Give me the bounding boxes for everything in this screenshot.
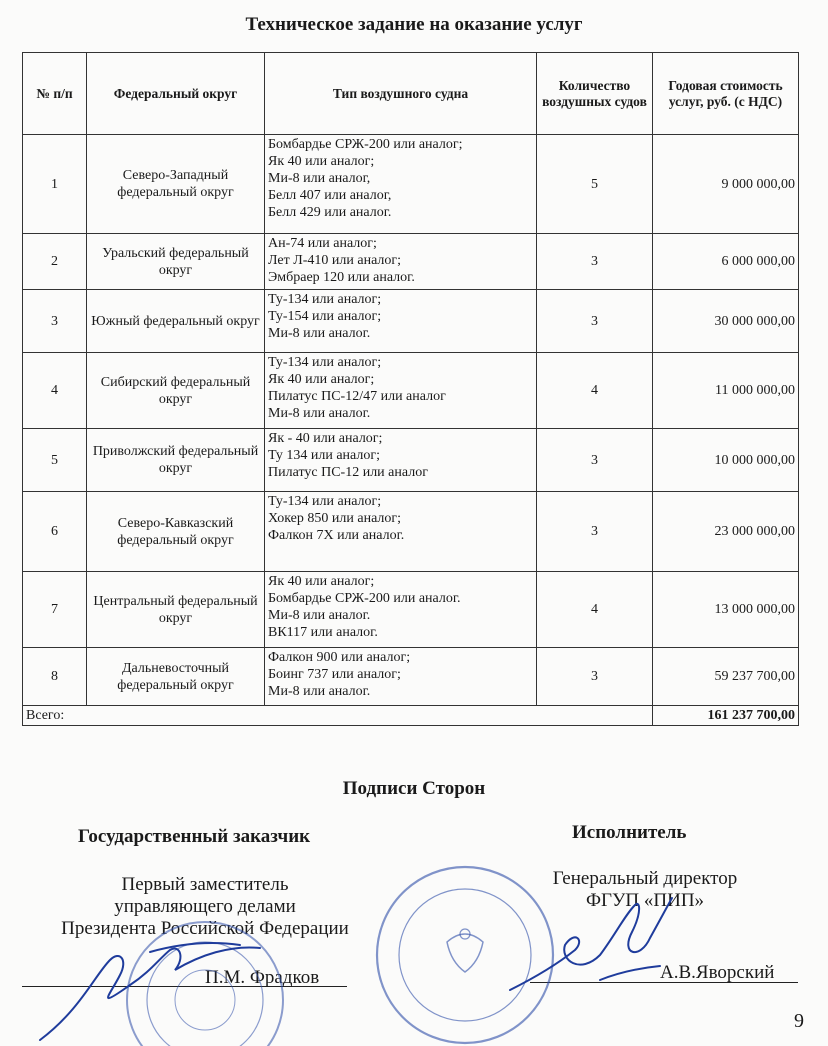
row-annual-cost: 59 237 700,00 bbox=[653, 648, 799, 706]
aircraft-type-line: Як - 40 или аналог; bbox=[268, 431, 383, 446]
table-row bbox=[23, 234, 799, 290]
row-number: 2 bbox=[23, 234, 87, 290]
table-body bbox=[23, 135, 799, 706]
table-row bbox=[23, 290, 799, 353]
row-district: Северо-Кавказский федеральный округ bbox=[87, 492, 265, 572]
customer-position-line: Первый заместитель bbox=[121, 874, 289, 895]
row-number: 8 bbox=[23, 648, 87, 706]
aircraft-type-line: ВК117 или аналог. bbox=[268, 625, 378, 640]
row-number: 5 bbox=[23, 429, 87, 492]
services-table bbox=[22, 52, 799, 726]
row-annual-cost: 30 000 000,00 bbox=[653, 290, 799, 353]
row-district: Уральский федеральный округ bbox=[87, 234, 265, 290]
row-annual-cost: 11 000 000,00 bbox=[653, 353, 799, 429]
page-number: 9 bbox=[794, 1010, 804, 1032]
aircraft-type-line: Ми-8 или аналог. bbox=[268, 406, 371, 421]
aircraft-type-line: Як 40 или аналог; bbox=[268, 372, 375, 387]
aircraft-type-line: Бомбардье СРЖ-200 или аналог. bbox=[268, 591, 461, 606]
table-row bbox=[23, 135, 799, 234]
aircraft-type-line: Ми-8 или аналог. bbox=[268, 608, 371, 623]
aircraft-type-line: Ми-8 или аналог, bbox=[268, 171, 371, 186]
row-aircraft-types bbox=[265, 429, 537, 492]
customer-signature bbox=[40, 943, 260, 1040]
row-aircraft-types bbox=[265, 290, 537, 353]
row-aircraft-types bbox=[265, 572, 537, 648]
aircraft-type-line: Ту-154 или аналог; bbox=[268, 309, 382, 324]
row-annual-cost: 23 000 000,00 bbox=[653, 492, 799, 572]
aircraft-type-line: Белл 429 или аналог. bbox=[268, 205, 392, 220]
document-title: Техническое задание на оказание услуг bbox=[245, 14, 583, 35]
contractor-role: Исполнитель bbox=[572, 822, 687, 843]
row-district: Сибирский федеральный округ bbox=[87, 353, 265, 429]
customer-name: П.М. Фрадков bbox=[205, 967, 320, 988]
header-count: Количество воздушных судов bbox=[537, 53, 653, 135]
table-row bbox=[23, 572, 799, 648]
aircraft-type-line: Ми-8 или аналог. bbox=[268, 684, 371, 699]
row-aircraft-count: 3 bbox=[537, 290, 653, 353]
row-annual-cost: 10 000 000,00 bbox=[653, 429, 799, 492]
aircraft-type-line: Пилатус ПС-12 или аналог bbox=[268, 465, 428, 480]
row-aircraft-count: 3 bbox=[537, 234, 653, 290]
row-aircraft-count: 3 bbox=[537, 492, 653, 572]
aircraft-type-line: Ту 134 или аналог; bbox=[268, 448, 380, 463]
row-number: 4 bbox=[23, 353, 87, 429]
contractor-position-line: ФГУП «ПИП» bbox=[585, 890, 705, 911]
customer-position-line: управляющего делами bbox=[114, 896, 296, 917]
row-district: Южный федеральный округ bbox=[87, 290, 265, 353]
aircraft-type-line: Пилатус ПС-12/47 или аналог bbox=[268, 389, 446, 404]
row-aircraft-count: 4 bbox=[537, 353, 653, 429]
aircraft-type-line: Бомбардье СРЖ-200 или аналог; bbox=[268, 137, 463, 152]
row-aircraft-count: 3 bbox=[537, 648, 653, 706]
row-number: 1 bbox=[23, 135, 87, 234]
total-row bbox=[23, 706, 799, 726]
row-number: 6 bbox=[23, 492, 87, 572]
aircraft-type-line: Боинг 737 или аналог; bbox=[268, 667, 401, 682]
aircraft-type-line: Як 40 или аналог; bbox=[268, 154, 375, 169]
header-num: № п/п bbox=[23, 53, 87, 135]
row-district: Северо-Западный федеральный округ bbox=[87, 135, 265, 234]
total-value: 161 237 700,00 bbox=[653, 706, 799, 726]
row-annual-cost: 6 000 000,00 bbox=[653, 234, 799, 290]
aircraft-type-line: Ту-134 или аналог; bbox=[268, 355, 382, 370]
row-annual-cost: 9 000 000,00 bbox=[653, 135, 799, 234]
customer-position-line: Президента Российской Федерации bbox=[61, 918, 349, 939]
total-label: Всего: bbox=[23, 706, 653, 726]
aircraft-type-line: Фалкон 7Х или аналог. bbox=[268, 528, 405, 543]
customer-position bbox=[40, 874, 370, 940]
table-row bbox=[23, 648, 799, 706]
row-aircraft-types bbox=[265, 135, 537, 234]
table-header-row bbox=[23, 53, 799, 135]
aircraft-type-line: Ту-134 или аналог; bbox=[268, 292, 382, 307]
row-district: Дальневосточный федеральный округ bbox=[87, 648, 265, 706]
aircraft-type-line: Як 40 или аналог; bbox=[268, 574, 375, 589]
table-row bbox=[23, 353, 799, 429]
row-aircraft-types bbox=[265, 648, 537, 706]
aircraft-type-line: Хокер 850 или аналог; bbox=[268, 511, 402, 526]
row-aircraft-count: 5 bbox=[537, 135, 653, 234]
table-row bbox=[23, 492, 799, 572]
aircraft-type-line: Фалкон 900 или аналог; bbox=[268, 650, 411, 665]
row-district: Приволжский федеральный округ bbox=[87, 429, 265, 492]
row-number: 3 bbox=[23, 290, 87, 353]
row-district: Центральный федеральный округ bbox=[87, 572, 265, 648]
row-aircraft-types bbox=[265, 353, 537, 429]
aircraft-type-line: Ан-74 или аналог; bbox=[268, 236, 377, 251]
header-cost: Годовая стоимость услуг, руб. (с НДС) bbox=[653, 53, 799, 135]
table-row bbox=[23, 429, 799, 492]
row-aircraft-count: 3 bbox=[537, 429, 653, 492]
header-aircraft: Тип воздушного судна bbox=[265, 53, 537, 135]
customer-role: Государственный заказчик bbox=[78, 826, 311, 847]
header-district: Федеральный округ bbox=[87, 53, 265, 135]
row-aircraft-types bbox=[265, 492, 537, 572]
row-aircraft-count: 4 bbox=[537, 572, 653, 648]
row-annual-cost: 13 000 000,00 bbox=[653, 572, 799, 648]
row-aircraft-types bbox=[265, 234, 537, 290]
contractor-position bbox=[520, 868, 770, 912]
aircraft-type-line: Ми-8 или аналог. bbox=[268, 326, 371, 341]
aircraft-type-line: Эмбраер 120 или аналог. bbox=[268, 270, 415, 285]
contractor-position-line: Генеральный директор bbox=[552, 868, 738, 889]
row-number: 7 bbox=[23, 572, 87, 648]
aircraft-type-line: Белл 407 или аналог, bbox=[268, 188, 392, 203]
aircraft-type-line: Ту-134 или аналог; bbox=[268, 494, 382, 509]
contractor-name: А.В.Яворский bbox=[660, 962, 775, 983]
signatures-title: Подписи Сторон bbox=[342, 778, 486, 799]
aircraft-type-line: Лет Л-410 или аналог; bbox=[268, 253, 402, 268]
